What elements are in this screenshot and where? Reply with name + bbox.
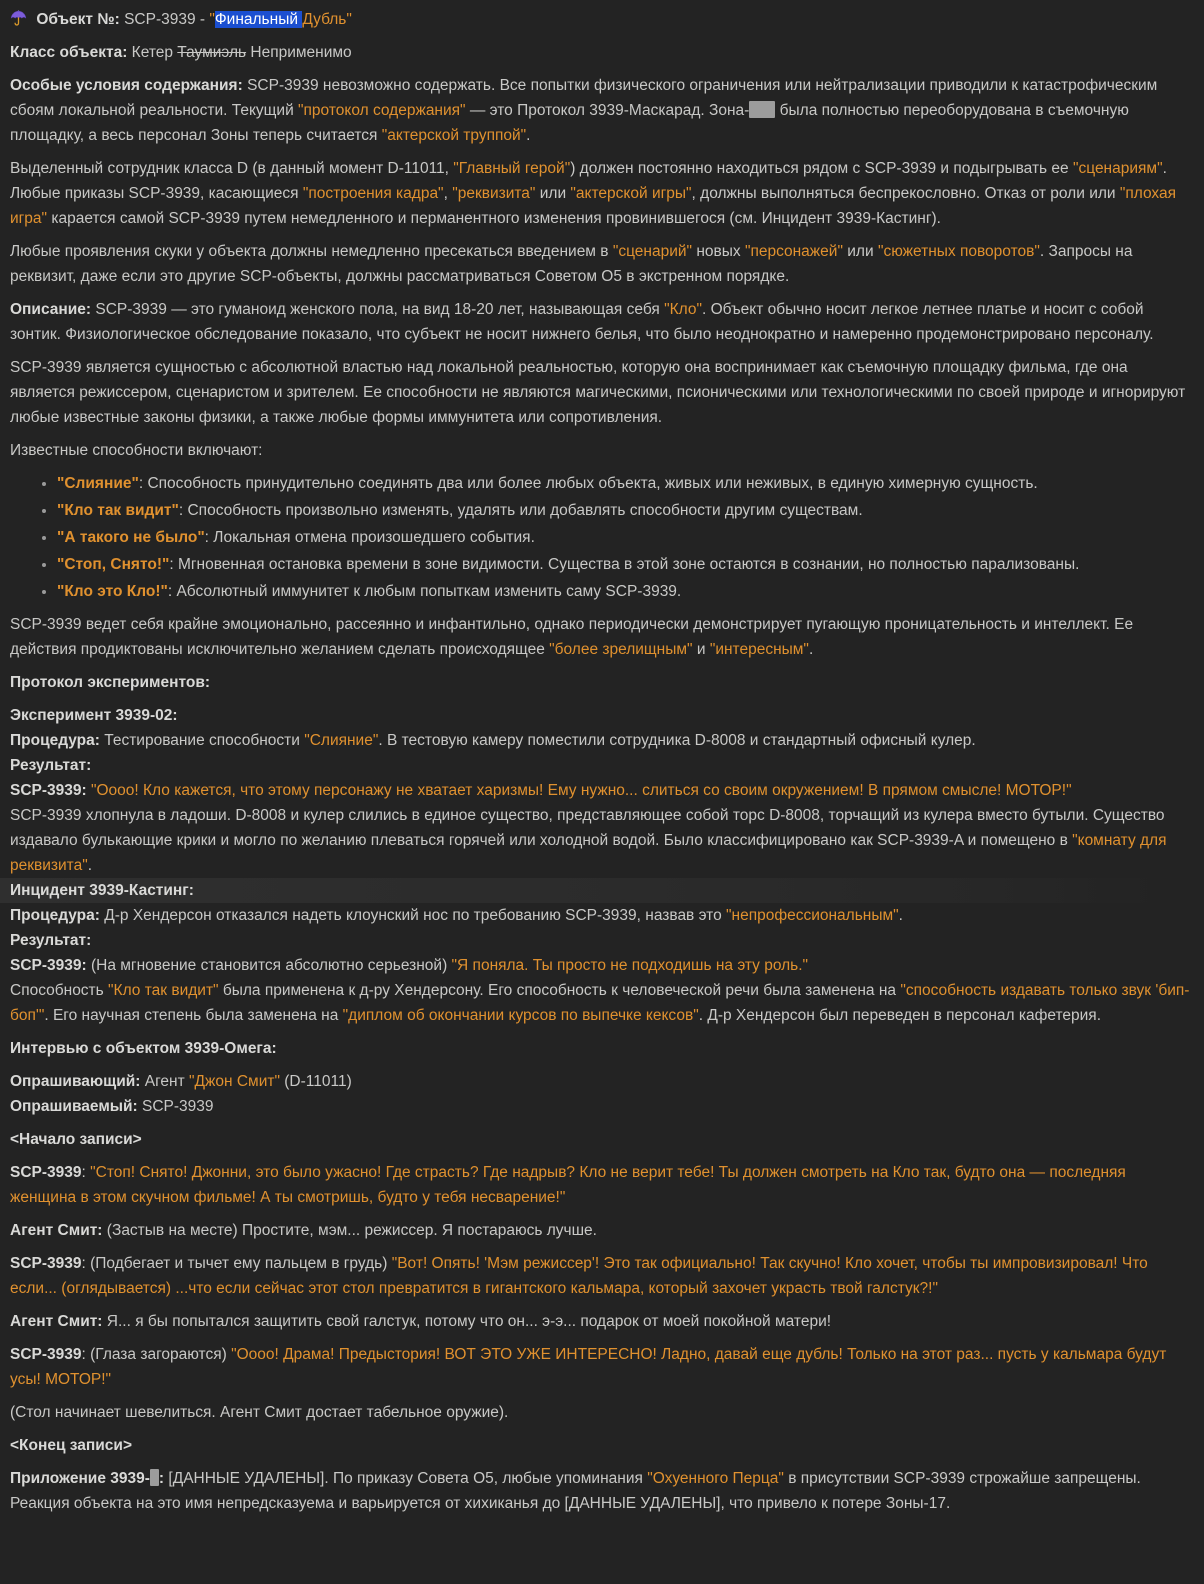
dialogue-scp-3 bbox=[10, 1342, 1192, 1392]
d-class-paragraph bbox=[10, 156, 1192, 231]
text: Тестирование способности bbox=[99, 732, 305, 749]
text: Известные способности включают: bbox=[10, 442, 263, 459]
label-text: Приложение 3939- bbox=[10, 1470, 150, 1487]
quoted-phrase: "интересным" bbox=[709, 641, 809, 658]
text: — это Протокол 3939-Маскарад. Зона- bbox=[465, 102, 750, 119]
text: и bbox=[692, 641, 710, 658]
quoted-phrase: "Джон Смит" bbox=[188, 1073, 280, 1090]
text: Способность bbox=[10, 982, 109, 999]
label-text: Результат: bbox=[10, 757, 92, 774]
redaction-block bbox=[150, 1469, 159, 1486]
text: в присутствии SCP-3939 строжайше запрещены. Реакция объекта на это имя непредсказуема и варьируется от хихиканья до [ДАННЫЕ УДАЛЕНЫ], что привело к потере Зоны-17. bbox=[10, 1470, 1141, 1512]
text: : bbox=[81, 1164, 91, 1181]
label-text: Процедура: bbox=[10, 732, 100, 749]
dialogue-scp-2 bbox=[10, 1251, 1192, 1301]
quoted-phrase: Дубль" bbox=[302, 11, 352, 28]
quoted-phrase: "сценариям" bbox=[1072, 160, 1163, 177]
quoted-phrase: "Стоп, Снято!" bbox=[57, 556, 170, 573]
quoted-phrase: "А такого не было" bbox=[57, 529, 205, 546]
selected-text: Финальный bbox=[214, 11, 303, 28]
text: : Способность произвольно изменять, удалять или добавлять способности другим существам. bbox=[178, 502, 863, 519]
dialogue-smith-1 bbox=[10, 1218, 1192, 1243]
label-text: SCP-3939 bbox=[10, 1164, 82, 1181]
appendix-paragraph bbox=[10, 1466, 1192, 1516]
abilities-list bbox=[10, 471, 1192, 604]
quoted-phrase: "плохая игра" bbox=[10, 185, 1177, 227]
text: : Мгновенная остановка времени в зоне видимости. Существа в этой зоне остаются в сознании, но полностью парализованы. bbox=[169, 556, 1080, 573]
text: (Застыв на месте) Простите, мэм... режиссер. Я постараюсь лучше. bbox=[102, 1222, 597, 1239]
text: Кетер bbox=[127, 44, 178, 61]
quoted-phrase: "персонажей" bbox=[744, 243, 843, 260]
text: . bbox=[898, 907, 903, 924]
description-paragraph bbox=[10, 297, 1192, 347]
label-text: SCP-3939: bbox=[10, 957, 87, 974]
text: . Его научная степень была заменена на bbox=[44, 1007, 343, 1024]
containment-paragraph bbox=[10, 73, 1192, 148]
text: : (Подбегает и тычет ему пальцем в грудь) bbox=[81, 1255, 392, 1272]
quoted-phrase: "Оооо! Драма! Предыстория! ВОТ ЭТО УЖЕ ИНТЕРЕСНО! Ладно, давай еще дубль! Только на этот раз... пусть у кальмара будут усы! МОТОР!" bbox=[10, 1346, 1167, 1388]
quoted-phrase: "Вот! Опять! 'Мэм режиссер'! Это так официально! Так скучно! Кло хочет, чтобы ты импровизировал! Что если... (оглядывается) ...что если сейчас этот стол превратится в гигантского кальмара, который захочет украсть твой галстук?!" bbox=[10, 1255, 1148, 1297]
text: SCP-3939 хлопнула в ладоши. D-8008 и кулер слились в единое существо, представляющее собой торс D-8008, торчащий из кулера вместо бутыли. Существо издавало булькающие крики и могло по желанию плеваться горячей или холодной водой. Было классифицировано как SCP-3939-A и помещено в bbox=[10, 807, 1165, 849]
quoted-phrase: "диплом об окончании курсов по выпечке кексов" bbox=[342, 1007, 699, 1024]
text: была применена к д-ру Хендерсону. Его способность к человеческой речи была заменена на bbox=[218, 982, 901, 999]
text: ) должен постоянно находиться рядом с SCP-3939 и подыгрывать ее bbox=[570, 160, 1073, 177]
interview-participants bbox=[10, 1069, 1192, 1119]
label-text: <Конец записи> bbox=[10, 1437, 133, 1454]
text: , bbox=[443, 185, 453, 202]
text: Агент bbox=[140, 1073, 189, 1090]
quoted-phrase: "сценарий" bbox=[612, 243, 693, 260]
boredom-paragraph bbox=[10, 239, 1192, 289]
label-text: Объект №: bbox=[36, 11, 120, 28]
text: Таумиэль bbox=[177, 44, 247, 61]
dialogue-smith-2 bbox=[10, 1309, 1192, 1334]
label-text: Опрашивающий: bbox=[10, 1073, 141, 1090]
text: Я... я бы попытался защитить свой галстук, потому что он... э-э... подарок от моей покойной матери! bbox=[102, 1313, 832, 1330]
text: или bbox=[535, 185, 571, 202]
text: SCP-3939 — это гуманоид женского пола, на вид 18-20 лет, называющая себя bbox=[91, 301, 665, 318]
umbrella-icon bbox=[10, 7, 27, 32]
text: . bbox=[87, 857, 93, 874]
text: . Любые приказы SCP-3939, касающиеся bbox=[10, 160, 1167, 202]
text: SCP-3939 является сущностью с абсолютной властью над локальной реальностью, которую она воспринимает как съемочную площадку фильма, где она является режиссером, сценаристом и зрителем. Ее способности не являются магическими, псионическими или технологическими по своей природе и игнорируют любые известные законы физики, а также любые формы иммунитета или сопротивления. bbox=[10, 359, 1186, 426]
label-text: Агент Смит: bbox=[10, 1222, 103, 1239]
quoted-phrase: "сюжетных поворотов" bbox=[877, 243, 1040, 260]
label-text: <Начало записи> bbox=[10, 1131, 142, 1148]
text: Любые проявления скуки у объекта должны немедленно пресекаться введением в bbox=[10, 243, 613, 260]
log-start-marker bbox=[10, 1127, 1192, 1152]
text: . Д-р Хендерсон был переведен в персонал кафетерия. bbox=[698, 1007, 1101, 1024]
label-text: Описание: bbox=[10, 301, 92, 318]
quoted-phrase: "способность издавать только звук 'бип-боп'" bbox=[10, 982, 1190, 1024]
text: . Запросы на реквизит, даже если это другие SCP-объекты, должны рассматриваться Советом O5 в экстренном порядке. bbox=[10, 243, 1133, 285]
document-title bbox=[10, 7, 1192, 32]
text: : Способность принудительно соединять два или более любых объекта, живых или неживых, в единую химерную сущность. bbox=[138, 475, 1038, 492]
quoted-phrase: "более зрелищным" bbox=[549, 641, 693, 658]
text: Неприменимо bbox=[246, 44, 352, 61]
quoted-phrase: "Слияние" bbox=[304, 732, 379, 749]
text: : Локальная отмена произошедшего события. bbox=[204, 529, 535, 546]
stage-direction bbox=[10, 1400, 1192, 1425]
ability-item bbox=[57, 579, 1192, 604]
experiment-3939-02 bbox=[10, 703, 1192, 878]
text: новых bbox=[692, 243, 745, 260]
text: : Абсолютный иммунитет к любым попыткам изменить саму SCP-3939. bbox=[167, 583, 682, 600]
text: . bbox=[808, 641, 814, 658]
experiment-log-heading bbox=[10, 670, 1192, 695]
text: SCP-3939 - bbox=[119, 11, 210, 28]
quoted-phrase: "построения кадра" bbox=[302, 185, 444, 202]
label-text: : bbox=[158, 1470, 165, 1487]
quoted-phrase: "Охуенного Перца" bbox=[647, 1470, 784, 1487]
behavior-paragraph bbox=[10, 612, 1192, 662]
quoted-phrase: "актерской игры" bbox=[570, 185, 692, 202]
abilities-intro bbox=[10, 438, 1192, 463]
dialogue-scp-1 bbox=[10, 1160, 1192, 1210]
object-class-line bbox=[10, 40, 1192, 65]
label-text: Протокол экспериментов: bbox=[10, 674, 211, 691]
quoted-phrase: "Кло так видит" bbox=[57, 502, 179, 519]
text: : (Глаза загораются) bbox=[81, 1346, 232, 1363]
text: Д-р Хендерсон отказался надеть клоунский нос по требованию SCP-3939, назвав это bbox=[99, 907, 727, 924]
incident-casting-body bbox=[10, 903, 1192, 1028]
ability-item bbox=[57, 525, 1192, 550]
text: . Объект обычно носит легкое летнее платье и носит с собой зонтик. Физиологическое обследование показало, что субъект не носит нижнего белья, что было неоднократно и намеренно продемонстрировано персоналу. bbox=[10, 301, 1154, 343]
text: (На мгновение становится абсолютно серьезной) bbox=[86, 957, 452, 974]
text: SCP-3939 ведет себя крайне эмоционально, рассеянно и инфантильно, однако периодически демонстрирует пугающую проницательность и интеллект. Ее действия продиктованы исключительно желанием сделать происходящее bbox=[10, 616, 1134, 658]
label-text: Инцидент 3939-Кастинг: bbox=[10, 882, 194, 899]
quoted-phrase: "Кло" bbox=[664, 301, 702, 318]
quoted-phrase: "протокол содержания" bbox=[298, 102, 466, 119]
label-text: Класс объекта: bbox=[10, 44, 128, 61]
text: . В тестовую камеру поместили сотрудника D-8008 и стандартный офисный кулер. bbox=[378, 732, 976, 749]
log-end-marker bbox=[10, 1433, 1192, 1458]
text: карается самой SCP-3939 путем немедленного и перманентного изменения провинившегося (см. Инцидент 3939-Кастинг). bbox=[47, 210, 941, 227]
text: (Стол начинает шевелиться. Агент Смит достает табельное оружие). bbox=[10, 1404, 509, 1421]
label-text: SCP-3939: bbox=[10, 782, 87, 799]
quoted-phrase: " bbox=[209, 11, 215, 28]
label-text: Опрашиваемый: bbox=[10, 1098, 138, 1115]
quoted-phrase: "актерской труппой" bbox=[381, 127, 527, 144]
text: или bbox=[842, 243, 878, 260]
incident-casting-heading bbox=[0, 878, 1170, 903]
redaction-block bbox=[749, 101, 775, 118]
label-text: Процедура: bbox=[10, 907, 100, 924]
ability-item bbox=[57, 498, 1192, 523]
text: SCP-3939 bbox=[137, 1098, 214, 1115]
text: была полностью переоборудована в съемочную площадку, а весь персонал Зоны теперь считается bbox=[10, 102, 1129, 144]
ability-item bbox=[57, 552, 1192, 577]
text: SCP-3939 невозможно содержать. Все попытки физического ограничения или нейтрализации приводили к катастрофическим сбоям локальной реальности. Текущий bbox=[10, 77, 1158, 119]
quoted-phrase: "комнату для реквизита" bbox=[10, 832, 1167, 874]
quoted-phrase: "Слияние" bbox=[57, 475, 139, 492]
label-text: Особые условия содержания: bbox=[10, 77, 243, 94]
quoted-phrase: "Кло это Кло!" bbox=[57, 583, 168, 600]
quoted-phrase: "реквизита" bbox=[452, 185, 536, 202]
label-text: SCP-3939 bbox=[10, 1346, 82, 1363]
text: . bbox=[526, 127, 531, 144]
text: (D-11011) bbox=[279, 1073, 352, 1090]
quoted-phrase: "Главный герой" bbox=[453, 160, 571, 177]
quoted-phrase: "непрофессиональным" bbox=[726, 907, 899, 924]
label-text: Результат: bbox=[10, 932, 92, 949]
quoted-phrase: "Стоп! Снято! Джонни, это было ужасно! Где страсть? Где надрыв? Кло не верит тебе! Ты должен смотреть на Кло так, будто она — последняя женщина в этом скучном фильме! А ты смотришь, будто у тебя несварение!" bbox=[10, 1164, 1126, 1206]
quoted-phrase: "Кло так видит" bbox=[108, 982, 219, 999]
quoted-phrase: "Я поняла. Ты просто не подходишь на эту роль." bbox=[451, 957, 809, 974]
ability-item bbox=[57, 471, 1192, 496]
reality-paragraph bbox=[10, 355, 1192, 430]
interview-heading bbox=[10, 1036, 1192, 1061]
label-text: Интервью с объектом 3939-Омега: bbox=[10, 1040, 277, 1057]
label-text: Агент Смит: bbox=[10, 1313, 103, 1330]
text: [ДАННЫЕ УДАЛЕНЫ]. По приказу Совета O5, любые упоминания bbox=[164, 1470, 648, 1487]
label-text: SCP-3939 bbox=[10, 1255, 82, 1272]
text: , должны выполняться беспрекословно. Отказ от роли или bbox=[691, 185, 1120, 202]
label-text: Эксперимент 3939-02: bbox=[10, 707, 178, 724]
quoted-phrase: "Оооо! Кло кажется, что этому персонажу не хватает харизмы! Ему нужно... слиться со своим окружением! В прямом смысле! МОТОР!" bbox=[91, 782, 1072, 799]
text: Выделенный сотрудник класса D (в данный момент D-11011, bbox=[10, 160, 454, 177]
